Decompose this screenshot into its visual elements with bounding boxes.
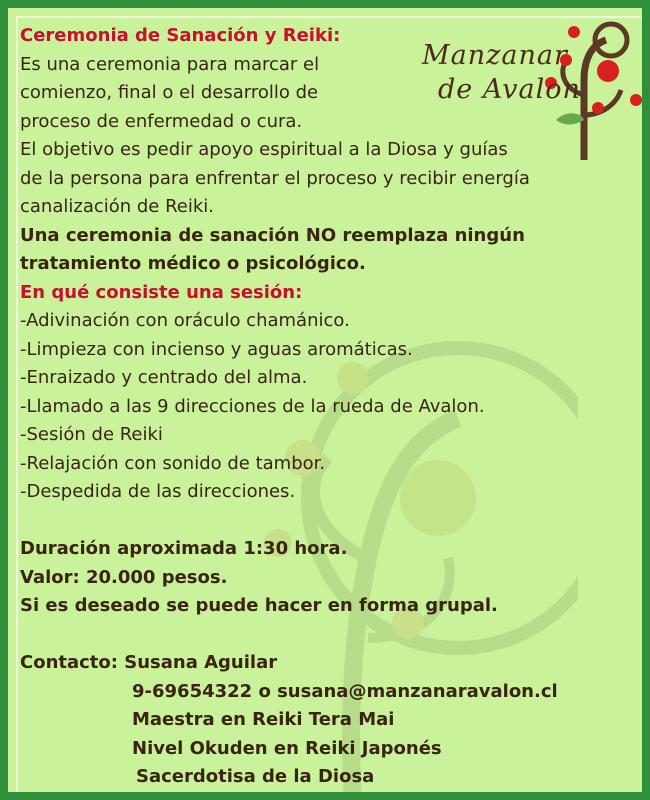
- intro-line: proceso de enfermedad o cura.: [20, 110, 303, 132]
- intro-line: comienzo, final o el desarrollo de: [20, 82, 319, 103]
- logo-line-2: de Avalon: [438, 74, 581, 105]
- heading-session: En qué consiste una sesión:: [20, 281, 303, 303]
- session-step: -Limpieza con incienso y aguas aromáticas.: [20, 338, 413, 360]
- contact-title: Nivel Okuden en Reiki Japonés: [132, 737, 442, 759]
- contact-phone-email: 9-69654322 o susana@manzanaravalon.cl: [132, 680, 558, 702]
- session-step: -Adivinación con oráculo chamánico.: [20, 310, 350, 331]
- duration-text: Duración aproximada 1:30 hora.: [20, 538, 348, 559]
- flyer-content: [20, 22, 620, 792]
- group-text: Si es deseado se puede hacer en forma grupal.: [20, 595, 498, 616]
- warning-line: tratamiento médico o psicológico.: [20, 253, 366, 274]
- price-text: Valor: 20.000 pesos.: [20, 566, 228, 588]
- spacer: [20, 507, 620, 536]
- intro-line: canalización de Reiki.: [20, 196, 215, 217]
- session-step: -Llamado a las 9 direcciones de la rueda de Avalon.: [20, 395, 485, 417]
- heading-ceremony: Ceremonia de Sanación y Reiki:: [20, 25, 341, 46]
- contact-title: Maestra en Reiki Tera Mai: [132, 709, 395, 730]
- contact-title: Sacerdotisa de la Diosa: [136, 766, 375, 787]
- logo-line-1: Manzanar: [422, 40, 568, 71]
- session-step: -Enraizado y centrado del alma.: [20, 367, 308, 388]
- session-step: -Sesión de Reiki: [20, 424, 163, 445]
- intro-line: Es una ceremonia para marcar el: [20, 53, 320, 75]
- intro-line: El objetivo es pedir apoyo espiritual a la Diosa y guías: [20, 139, 508, 160]
- spacer: [20, 621, 620, 650]
- session-step: -Despedida de las direcciones.: [20, 481, 296, 502]
- warning-line: Una ceremonia de sanación NO reemplaza ningún: [20, 224, 525, 246]
- contact-label: Contacto: Susana Aguilar: [20, 652, 278, 673]
- intro-line: de la persona para enfrentar el proceso y recibir energía: [20, 167, 530, 189]
- session-step: -Relajación con sonido de tambor.: [20, 452, 326, 474]
